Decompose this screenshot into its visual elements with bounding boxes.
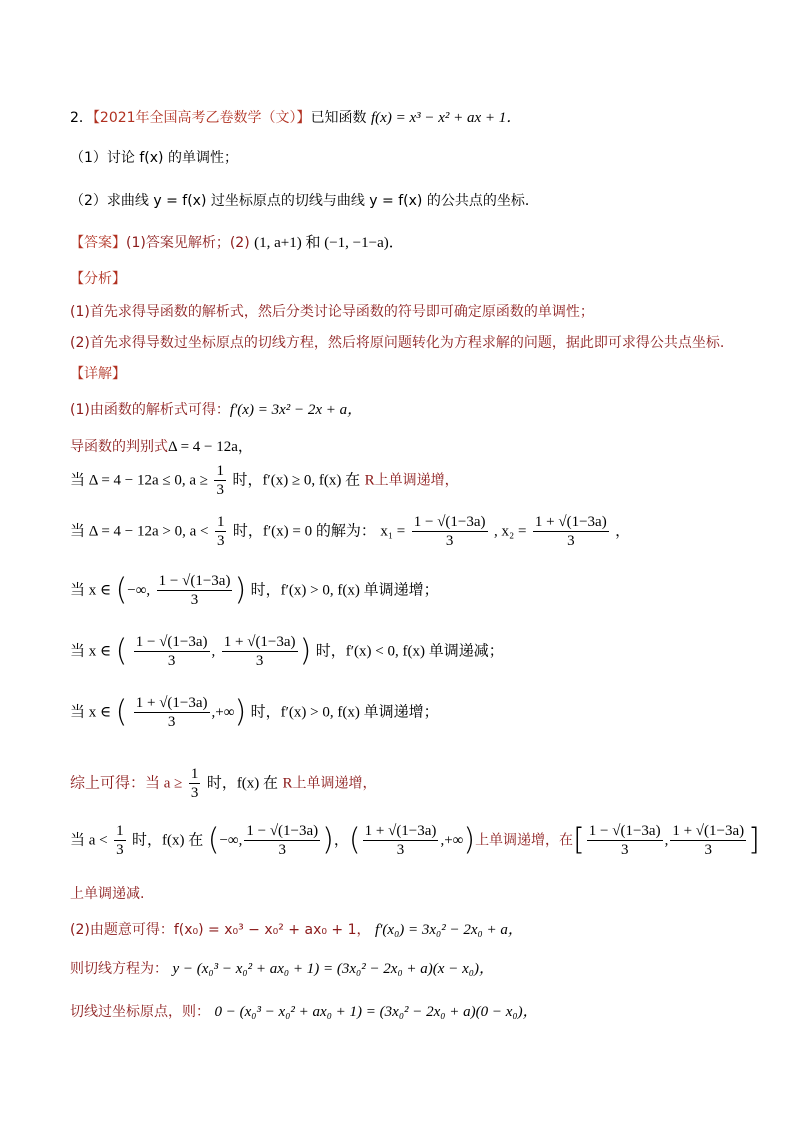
question-function: f(x) = x³ − x² + ax + 1． — [371, 110, 522, 126]
neg-infinity: −∞, — [127, 582, 151, 599]
fraction-numerator: 1 — [216, 463, 224, 479]
interval2-upper — [222, 633, 298, 670]
summary-int2-den: 3 — [396, 842, 405, 858]
root-x2-denominator: 3 — [567, 533, 575, 549]
case-positive: 当 Δ = 4 − 12a > 0, a < $\frac{1}{3}$ 时，f′(x) = 0 的解为： x₁ = $\frac{1 - √(1-3a)}{3}$ , x₂ = $\frac{1 + √(1-3a)}{3}$ ， — [70, 514, 631, 549]
detail-line2 — [70, 435, 253, 456]
interval2-line: 当 x ∈ ( $\frac{1 - √(1-3a)}{3}$ , $\frac{1 + √(1-3a)}{3}$ ) 时，f′(x) < 0, f(x) 单调递减； — [70, 633, 504, 669]
answer-label: 【答案】 — [70, 235, 126, 251]
fraction-denominator: 3 — [190, 785, 199, 801]
interval2-result: 时，f′(x) < 0, f(x) 单调递减； — [315, 643, 504, 660]
fraction-denominator: 3 — [216, 482, 224, 498]
interval3-lower — [134, 694, 210, 731]
analysis-line1: (1)首先求得导函数的解析式，然后分类讨论导函数的符号即可确定原函数的单调性； — [70, 304, 594, 320]
case1-condition: 当 Δ = 4 − 12a ≤ 0, a ≥ — [70, 472, 209, 489]
derivative-formula: f′(x) = 3x² − 2x + a， — [229, 402, 363, 418]
summary2-condition: 当 a < — [70, 832, 108, 849]
interval1-label: 当 x ∈ — [70, 582, 112, 599]
interval2-lower-num: 1 − √(1−3a) — [135, 634, 208, 650]
interval3-label: 当 x ∈ — [70, 704, 112, 721]
pos-infinity: ,+∞ — [440, 832, 464, 849]
summary-int3-upper — [670, 822, 746, 859]
interval1-result: 时，f′(x) > 0, f(x) 单调递增； — [250, 582, 439, 599]
question-source: 【2021年全国高考乙卷数学（文）】 — [92, 110, 311, 126]
interval1-line: 当 x ∈ (−∞, $\frac{1 - √(1-3a)}{3}$ ) 时，f′(x) > 0, f(x) 单调递增； — [70, 572, 439, 608]
question-part2: （2）求曲线 y = f(x) 过坐标原点的切线与曲线 y = f(x) 的公共点的坐标． — [70, 193, 539, 209]
tangent-equation: y − (x₀³ − x₀² + ax₀ + 1) = (3x₀² − 2x₀ + a)(x − x₀)， — [172, 961, 494, 977]
summary-line2: 当 a < $\frac{1}{3}$ 时，f(x) 在 (−∞, $\frac{1 - √(1-3a)}{3}$ )，( $\frac{1 + √(1-3a)}{3}$ ,+∞)上单调递增，在[ $\frac{1 - √(1-3a)}{3}$ , $\frac{1 + √(1-3a)}{3}$ ] — [70, 822, 760, 858]
summary-int3-upper-num: 1 + √(1−3a) — [672, 823, 745, 839]
detail-label: 【详解】 — [70, 366, 126, 382]
summary2-inc: 上单调递增，在 — [475, 832, 574, 849]
reals-symbol: R — [282, 775, 293, 792]
summary2-mid: 时，f(x) 在 — [132, 832, 204, 849]
summary-int3-num: 1 − √(1−3a) — [588, 823, 661, 839]
root-x1-label: x₁ = — [380, 523, 406, 540]
interval1-upper-den: 3 — [190, 592, 199, 608]
root-x2-label: , x₂ = — [494, 523, 527, 540]
detail-line1 — [70, 398, 362, 419]
summary-int3-upper-den: 3 — [704, 842, 712, 858]
part2-line3 — [70, 1000, 538, 1021]
root-x2 — [533, 513, 609, 550]
part2-given: (2)由题意可得：f(x₀) = x₀³ − x₀² + ax₀ + 1， — [70, 922, 371, 938]
summary-line1 — [70, 765, 377, 802]
interval2-upper-num: 1 + √(1−3a) — [223, 634, 296, 650]
analysis-line2: (2)首先求得导数过坐标原点的切线方程，然后将原问题转化为方程求解的问题，据此即可求得公共点坐标. — [70, 335, 725, 351]
question-line — [70, 106, 521, 127]
fraction-denominator: 3 — [116, 842, 124, 858]
summary-int3-lower — [587, 822, 663, 859]
detail-line2-text: 导函数的判别式 — [70, 439, 168, 455]
answer-points: (1, a+1) 和 (−1, −1−a)． — [254, 235, 404, 251]
fraction-numerator: 1 — [190, 766, 199, 782]
case-nonpositive — [70, 462, 459, 499]
summary-int1-upper — [244, 822, 320, 859]
tangent-label: 则切线方程为： — [70, 961, 168, 977]
interval2-label: 当 x ∈ — [70, 643, 112, 660]
detail-line1-text: (1)由函数的解析式可得： — [70, 402, 230, 418]
one-third-fraction — [215, 513, 227, 550]
summary-int1-num: 1 − √(1−3a) — [246, 823, 319, 839]
summary-tail: 上单调递增， — [292, 775, 377, 792]
part2-line1 — [70, 918, 523, 939]
case2-condition: 当 Δ = 4 − 12a > 0, a < — [70, 523, 209, 540]
interval3-lower-num: 1 + √(1−3a) — [135, 695, 208, 711]
one-third-fraction — [189, 765, 201, 802]
neg-infinity: −∞, — [219, 832, 243, 849]
case1-result: 时，f′(x) ≥ 0, f(x) 在 — [232, 472, 361, 489]
case1-tail: 上单调递增， — [374, 472, 459, 489]
interval1-upper — [157, 572, 233, 609]
summary-int2-num: 1 + √(1−3a) — [364, 823, 437, 839]
question-number: 2． — [70, 110, 93, 126]
answer-text: (1)答案见解析；(2) — [126, 235, 250, 251]
interval1-upper-num: 1 − √(1−3a) — [158, 573, 231, 589]
summary-mid: 时，f(x) 在 — [206, 775, 279, 792]
fraction-numerator: 1 — [116, 823, 124, 839]
question-prompt: 已知函数 — [310, 110, 367, 126]
interval3-line: 当 x ∈ ( $\frac{1 + √(1-3a)}{3}$ ,+∞) 时，f′(x) > 0, f(x) 单调递增； — [70, 694, 439, 730]
fraction-numerator: 1 — [216, 514, 225, 530]
interval2-upper-den: 3 — [255, 653, 264, 669]
root-x2-numerator: 1 + √(1−3a) — [534, 514, 607, 530]
one-third-fraction — [114, 822, 126, 859]
one-third-fraction — [214, 462, 226, 499]
part2-line2 — [70, 957, 494, 978]
interval3-result: 时，f′(x) > 0, f(x) 单调递增； — [250, 704, 439, 721]
root-x1-numerator: 1 − √(1−3a) — [413, 514, 486, 530]
interval2-lower — [134, 633, 210, 670]
reals-symbol: R — [364, 472, 375, 489]
question-part1: （1）讨论 f(x) 的单调性； — [70, 150, 238, 166]
pos-infinity: ,+∞ — [211, 704, 235, 721]
part2-derivative: f′(x₀) = 3x₀² − 2x₀ + a， — [374, 922, 523, 938]
fraction-denominator: 3 — [216, 533, 225, 549]
discriminant-formula: Δ = 4 − 12a， — [168, 439, 253, 455]
root-x1 — [412, 513, 488, 550]
summary-int2-lower — [363, 822, 439, 859]
analysis-label: 【分析】 — [70, 271, 126, 287]
summary-int1-den: 3 — [278, 842, 287, 858]
summary-condition: 综上可得：当 a ≥ — [70, 775, 183, 792]
answer-line — [70, 231, 404, 252]
interval3-lower-den: 3 — [167, 714, 176, 730]
summary-line3: 上单调递减. — [70, 886, 145, 902]
root-x1-denominator: 3 — [445, 533, 454, 549]
interval2-lower-den: 3 — [167, 653, 176, 669]
origin-equation: 0 − (x₀³ − x₀² + ax₀ + 1) = (3x₀² − 2x₀ + a)(0 − x₀)， — [214, 1004, 538, 1020]
summary-int3-den: 3 — [620, 842, 629, 858]
origin-label: 切线过坐标原点，则： — [70, 1004, 210, 1020]
case2-result: 时，f′(x) = 0 的解为： — [232, 523, 376, 540]
